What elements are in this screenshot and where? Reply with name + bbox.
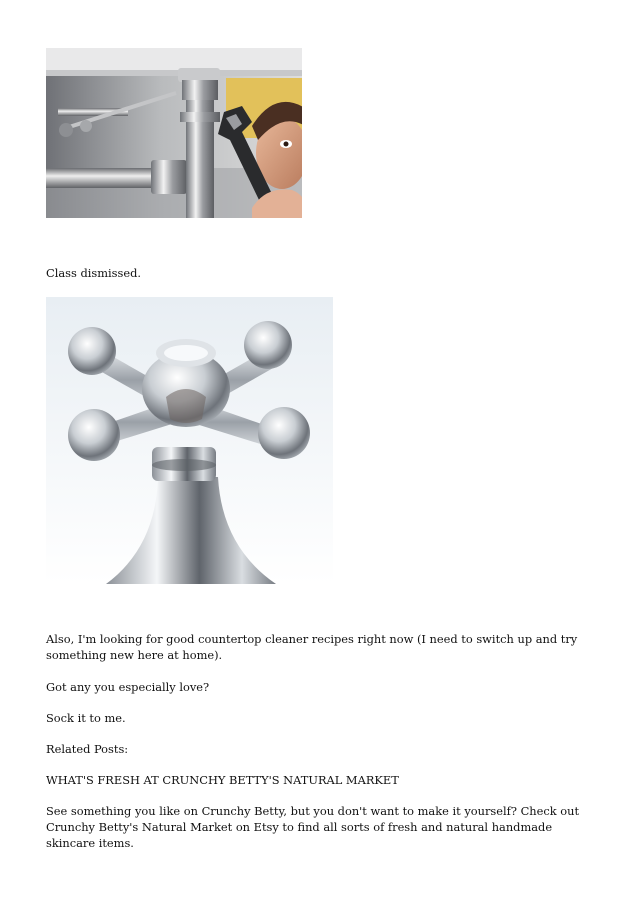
got-any-paragraph: Got any you especially love? (46, 680, 210, 694)
whats-fresh-heading: WHAT'S FRESH AT CRUNCHY BETTY'S NATURAL MARKET (46, 773, 399, 787)
see-something-paragraph: See something you like on Crunchy Betty, but you don't want to make it yourself? Check out Crunchy Betty's Natural Market on Etsy to find all sorts of fresh and natural handmade skincare items. (46, 804, 580, 850)
chrome-faucet-handle-photo (46, 297, 333, 584)
also-looking-paragraph: Also, I'm looking for good countertop cleaner recipes right now (I need to switch up and try something new here at home). (46, 632, 578, 662)
sock-it-paragraph: Sock it to me. (46, 711, 126, 725)
class-dismissed-paragraph: Class dismissed. (46, 266, 142, 280)
related-posts-heading: Related Posts: (46, 742, 129, 756)
plumber-under-sink-photo (46, 48, 302, 218)
